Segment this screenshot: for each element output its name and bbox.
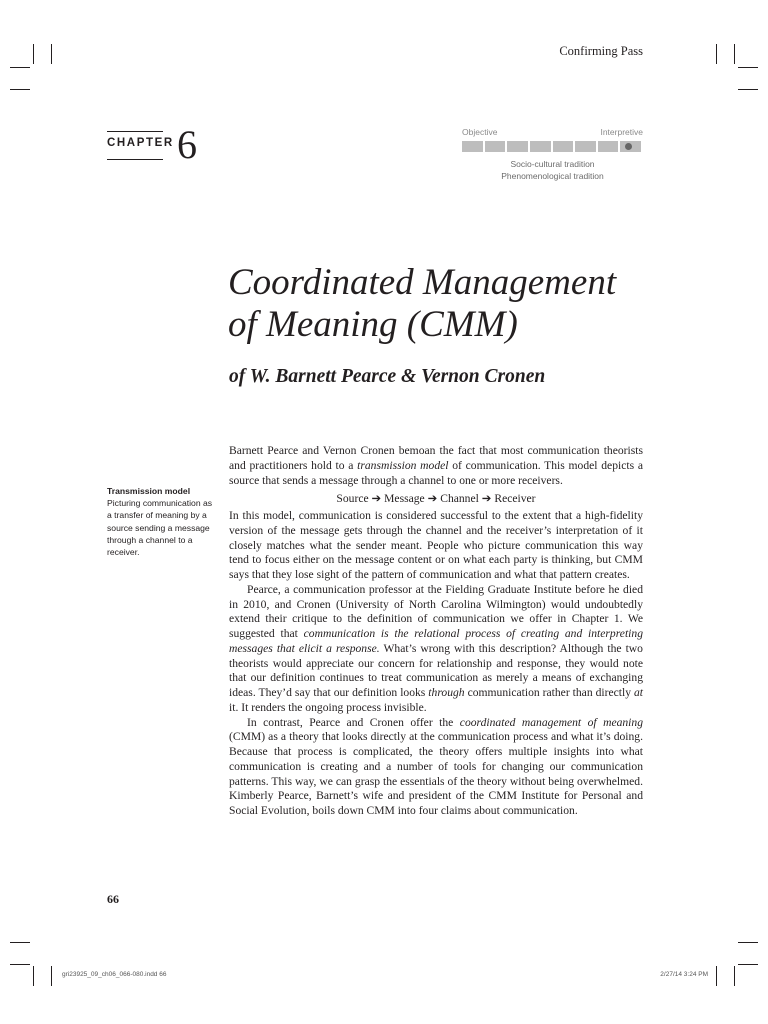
chapter-rule-top xyxy=(107,131,163,132)
slug-filename: gri23925_09_ch06_066-080.indd 66 xyxy=(62,971,167,978)
crop-mark xyxy=(10,964,30,965)
page-number: 66 xyxy=(107,892,119,906)
italic-word: at xyxy=(633,686,644,699)
crop-mark xyxy=(716,966,717,986)
paragraph-1 xyxy=(229,444,643,488)
glossary-term: Transmission model xyxy=(107,486,191,496)
chapter-label: CHAPTER xyxy=(107,137,174,149)
crop-mark xyxy=(738,942,758,943)
paragraph-3 xyxy=(229,583,643,716)
italic-word: through xyxy=(428,686,465,699)
crop-mark xyxy=(51,966,52,986)
italic-definition: communication is the relational process of creating and interpreting messages that elicit a response. xyxy=(229,627,643,655)
chapter-number: 6 xyxy=(177,122,197,167)
crop-mark xyxy=(10,942,30,943)
scale-segment xyxy=(553,141,574,152)
title-line-2: of Meaning (CMM) xyxy=(228,304,518,345)
tradition-phenomenological: Phenomenological tradition xyxy=(501,171,604,181)
text-run: In contrast, Pearce and Cronen offer the xyxy=(247,715,460,729)
text-run: Pearce, a communication professor at the Fielding Graduate Institute before he died in 2010, and Cronen (University of North Carolina Wilmington) would undoubtedly extend their critique to the definition of communication we offer in Chapter 1. We suggested that xyxy=(229,582,643,640)
crop-mark xyxy=(734,966,735,986)
scale-segment xyxy=(485,141,506,152)
scale-bar xyxy=(462,141,643,152)
margin-glossary-note xyxy=(107,485,217,558)
scale-segment xyxy=(507,141,528,152)
scale-marker xyxy=(625,143,632,150)
scale-segment xyxy=(530,141,551,152)
crop-mark xyxy=(734,44,735,64)
glossary-definition: Picturing communication as a transfer of meaning by a source sending a message through a channel to a receiver. xyxy=(107,498,213,558)
text-run: communication rather than directly xyxy=(464,686,634,699)
crop-mark xyxy=(738,964,758,965)
transmission-flow: Source ➔ Message ➔ Channel ➔ Receiver xyxy=(336,492,536,506)
text-run: Barnett Pearce and Vernon Cronen bemoan the fact that most communication theorists and practitioners hold to a xyxy=(229,444,643,472)
scale-segment xyxy=(598,141,619,152)
crop-mark xyxy=(738,89,758,90)
text-run: (CMM) as a theory that looks directly at the communication process and what it’s doing. Because that process is complicated, the theory offers multiple insights into what communication is creating and a number of tools for changing our communication patterns. This way, we can grasp the essentials of the theory without being overwhelmed. Kimberly Pearce, Barnett’s wife and president of the CMM Institute for Personal and Social Evolution, boils down CMM into four claims about communication. xyxy=(229,730,643,817)
text-run: it. It renders the ongoing process invisible. xyxy=(229,700,427,714)
crop-mark xyxy=(33,966,34,986)
crop-mark xyxy=(10,67,30,68)
paragraph-2: In this model, communication is considered successful to the extent that a high-fidelity version of the message gets through the channel and the receiver’s interpretation of it closely matches what the sender meant. People who picture communication this way tend to focus either on the message content or on what each party is thinking, but CMM says that they lose sight of the pattern of communication and what that pattern creates. xyxy=(229,509,643,581)
chapter-subtitle: of W. Barnett Pearce & Vernon Cronen xyxy=(229,366,546,387)
chapter-rule-bottom xyxy=(107,159,163,160)
crop-mark xyxy=(738,67,758,68)
crop-mark xyxy=(51,44,52,64)
crop-mark xyxy=(33,44,34,64)
scale-right-label: Interpretive xyxy=(600,127,643,137)
title-line-1: Coordinated Management xyxy=(228,262,617,303)
scale-segment xyxy=(462,141,483,152)
scale-left-label: Objective xyxy=(462,127,498,137)
text-run: of communication. This model depicts a source that sends a message through a channel to one or more receivers. xyxy=(229,458,643,487)
body-text xyxy=(229,444,643,819)
crop-mark xyxy=(716,44,717,64)
confirming-pass-label: Confirming Pass xyxy=(559,44,643,58)
italic-term: coordinated management of meaning xyxy=(459,715,643,729)
italic-term: transmission model xyxy=(357,458,449,472)
chapter-title xyxy=(228,262,658,346)
objective-interpretive-scale xyxy=(462,127,643,182)
text-run: What’s wrong with this description? Although the two theorists would appreciate our concern for relationship and response, they would note that our definition continues to treat communication as merely a means of exchanging ideas. They’d say that our definition looks xyxy=(229,641,643,699)
slug-timestamp: 2/27/14 3:24 PM xyxy=(660,971,708,978)
tradition-socio-cultural: Socio-cultural tradition xyxy=(510,159,595,169)
crop-mark xyxy=(10,89,30,90)
scale-segment xyxy=(575,141,596,152)
paragraph-4 xyxy=(229,716,643,819)
